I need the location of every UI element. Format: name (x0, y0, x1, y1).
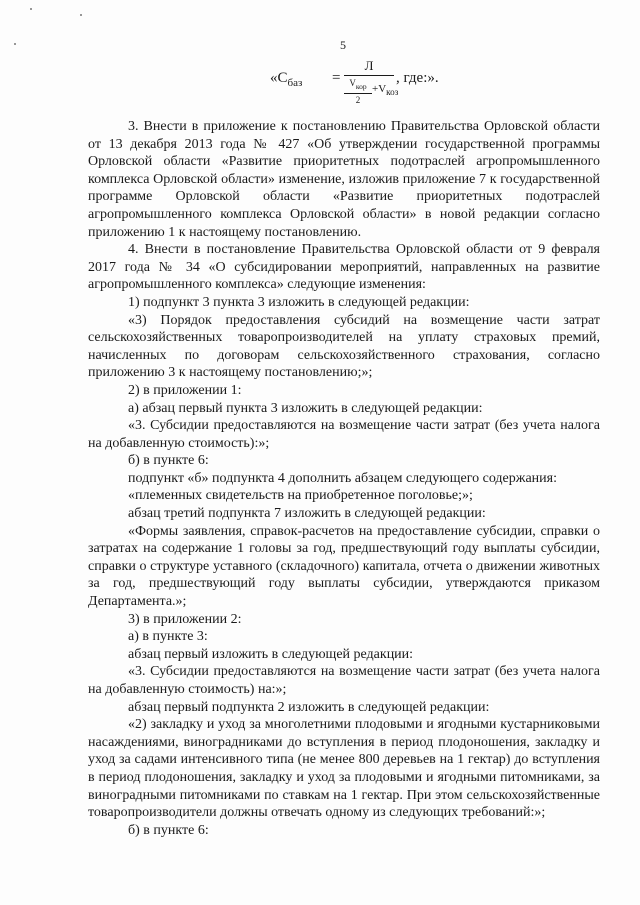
paragraph: а) в пункте 3: (128, 629, 208, 645)
formula-numerator: Л (364, 58, 374, 73)
paragraph: 3) в приложении 2: (128, 611, 242, 627)
paragraph: «3. Субсидии предоставляются на возмещение части затрат (без учета налога на добавленную стоимость):»; (88, 418, 600, 451)
paragraph: «Формы заявления, справок-расчетов на предоставление субсидии, справки о затратах на содержание 1 головы за год, предшествующий году выплаты субсидии, справки о структуре уставного (складочного) капитала, отчета о движении животных за год, предшествующий году выплаты субсидии, утверждаются приказом Департамента.»; (88, 523, 600, 610)
formula-lhs: «$С_{баз}$ (270, 70, 303, 89)
formula-plus-term: $+V_{коз}$ (372, 83, 399, 98)
paragraph: «племенных свидетельств на приобретенное поголовье;»; (128, 488, 473, 504)
formula-fraction (344, 58, 399, 105)
paragraph: 1) подпункт 3 пункта 3 изложить в следующей редакции: (128, 294, 470, 310)
paragraph: 3. Внести в приложение к постановлению Правительства Орловской области от 13 декабря 2013 года № 427 «Об утверждении государственной программы Орловской области «Развитие приоритетных подотраслей агропромышленного комплекса Орловской области» изменение, изложив приложение 7 к государственной программе Орловской области «Развитие приоритетных подотраслей агропромышленного комплекса Орловской области» в новой редакции согласно приложению 1 к настоящему постановлению. (88, 119, 600, 240)
paragraph: 2) в приложении 1: (128, 382, 242, 398)
paragraph: подпункт «б» подпункта 4 дополнить абзацем следующего содержания: (128, 470, 557, 486)
paragraph: а) абзац первый пункта 3 изложить в следующей редакции: (128, 400, 483, 416)
document-body (88, 118, 600, 839)
paragraph: «3. Субсидии предоставляются на возмещение части затрат (без учета налога на добавленную стоимость) на:»; (88, 664, 600, 697)
paragraph: абзац третий подпункта 7 изложить в следующей редакции: (128, 506, 486, 522)
formula-denominator (344, 77, 399, 105)
paragraph: б) в пункте 6: (128, 822, 209, 838)
scan-speck (14, 43, 16, 45)
paragraph: 4. Внести в постановление Правительства Орловской области от 9 февраля 2017 года № 34 «О субсидировании мероприятий, направленных на развитие агропромышленного комплекса» следующие изменения: (88, 242, 600, 293)
formula-equals: = (332, 70, 341, 86)
paragraph: абзац первый изложить в следующей редакции: (128, 646, 414, 662)
paragraph: «3) Порядок предоставления субсидий на возмещение части затрат сельскохозяйственных товаропроизводителей на уплату страховых премий, начисленных по договорам сельскохозяйственного страхования, согласно приложению 3 к настоящему постановлению;»; (88, 312, 600, 381)
scan-speck (30, 8, 32, 10)
scan-speck (80, 14, 82, 16)
formula-tail: , где:». (396, 70, 439, 86)
paragraph: «2) закладку и уход за многолетними плодовыми и ягодными кустарниковыми насаждениями, виноградниками до вступления в период плодоношения, закладку и уход за садами интенсивного типа (не менее 800 деревьев на 1 гектар) до вступления в период плодоношения, закладку и уход за плодовыми и ягодными питомниками, за виноградными питомниками по ставкам на 1 гектар. При этом сельскохозяйственные товаропроизводители должны отвечать одному из следующих требований:»; (88, 717, 600, 821)
formula-inner-fraction: $V_{кор}$ 2 (344, 77, 372, 106)
paragraph: б) в пункте 6: (128, 453, 209, 469)
page-number: 5 (340, 38, 346, 52)
paragraph: абзац первый подпункта 2 изложить в следующей редакции: (128, 699, 490, 715)
